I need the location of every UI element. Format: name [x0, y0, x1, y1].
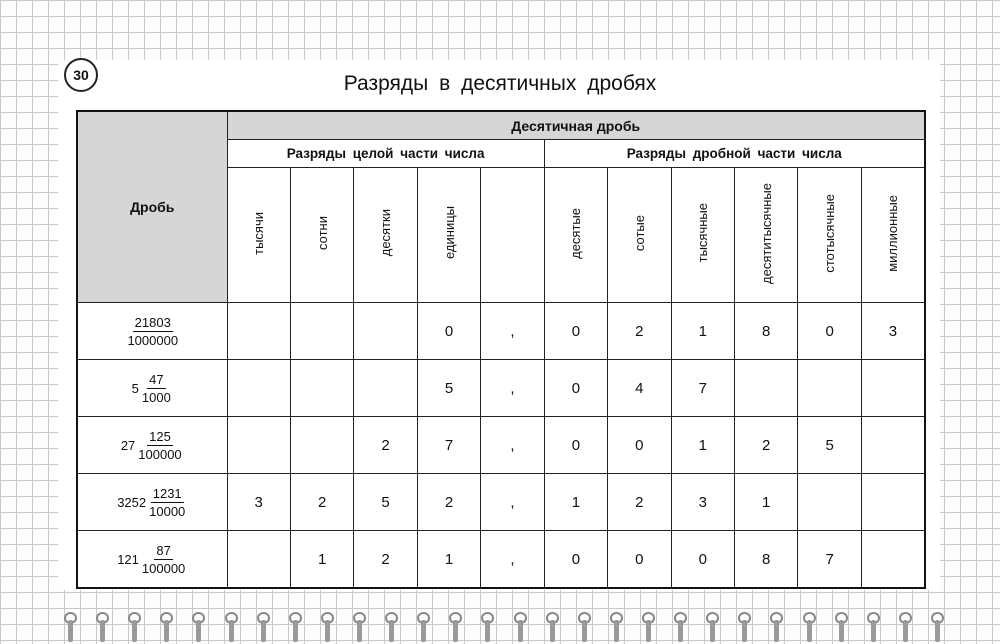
digit-cell: 1 [544, 474, 607, 531]
place-label: десятитысячные [758, 182, 774, 284]
numerator: 125 [149, 428, 171, 444]
place-header-integer-4 [481, 168, 544, 303]
place-label: единицы [441, 206, 457, 260]
fraction-column-header: Дробь [77, 111, 227, 303]
digit-cell: 5 [798, 417, 861, 474]
numerator: 1231 [152, 485, 182, 501]
place-header-fraction-0 [544, 168, 607, 303]
digit-cell: 3 [227, 474, 290, 531]
digit-cell [798, 474, 861, 531]
table-row [77, 531, 925, 589]
binding-ring [449, 612, 462, 642]
place-label: тысячные [695, 203, 711, 263]
digit-cell: 7 [798, 531, 861, 589]
binding-ring [610, 612, 623, 642]
digit-cell [861, 417, 925, 474]
whole-part: 5 [131, 380, 139, 396]
digit-cell: 3 [671, 474, 734, 531]
place-label: стотысячные [822, 193, 838, 273]
digit-cell: 5 [417, 360, 480, 417]
numerator: 87 [156, 542, 171, 558]
digit-cell: 2 [735, 417, 798, 474]
digit-cell [290, 360, 353, 417]
digit-cell: 1 [671, 303, 734, 360]
digit-cell [354, 303, 417, 360]
digit-cell [861, 360, 925, 417]
binding-ring [96, 612, 109, 642]
place-header-integer-2 [354, 168, 417, 303]
binding-ring [835, 612, 848, 642]
table-row [77, 474, 925, 531]
place-label: сотни [314, 216, 330, 250]
mixed-fraction [117, 543, 187, 576]
mixed-fraction [132, 372, 173, 405]
digit-cell: 1 [671, 417, 734, 474]
digit-cell: 2 [608, 474, 671, 531]
place-label: миллионные [885, 194, 901, 272]
integer-places-header: Разряды целой части числа [227, 140, 544, 168]
digit-cell [290, 417, 353, 474]
digit-cell: , [481, 360, 544, 417]
digit-cell: , [481, 531, 544, 589]
place-label: тысячи [251, 211, 267, 255]
digit-cell: 2 [354, 531, 417, 589]
page-number: 30 [64, 58, 98, 92]
digit-cell: 2 [417, 474, 480, 531]
digit-cell [354, 360, 417, 417]
fraction-places-header: Разряды дробной части числа [544, 140, 925, 168]
digit-cell: 0 [417, 303, 480, 360]
digit-cell: 0 [608, 417, 671, 474]
binding-ring [931, 612, 944, 642]
digit-cell: 5 [354, 474, 417, 531]
table-body [77, 303, 925, 589]
whole-part: 121 [117, 551, 139, 567]
place-header-integer-3 [417, 168, 480, 303]
binding-ring [546, 612, 559, 642]
place-header-fraction-1 [608, 168, 671, 303]
binding-ring [192, 612, 205, 642]
numerator: 21803 [134, 314, 171, 330]
binding-ring [738, 612, 751, 642]
mixed-fraction [124, 315, 180, 348]
digit-cell [290, 303, 353, 360]
digit-cell: 3 [861, 303, 925, 360]
denominator: 1000 [141, 389, 171, 405]
digit-cell: 0 [608, 531, 671, 589]
binding-ring [160, 612, 173, 642]
decimal-fraction-header: Десятичная дробь [227, 111, 925, 140]
digit-cell [227, 531, 290, 589]
binding-ring [225, 612, 238, 642]
binding-ring [353, 612, 366, 642]
digit-cell: 0 [544, 360, 607, 417]
binding-ring [899, 612, 912, 642]
denominator: 100000 [138, 446, 182, 462]
decimal-places-table [76, 110, 926, 589]
digit-cell: 2 [608, 303, 671, 360]
binding-ring [289, 612, 302, 642]
mixed-fraction [117, 486, 187, 519]
fraction [147, 486, 187, 519]
digit-cell: 2 [290, 474, 353, 531]
table-row [77, 360, 925, 417]
place-header-fraction-2 [671, 168, 734, 303]
digit-cell: 8 [735, 303, 798, 360]
fraction-cell [77, 417, 227, 474]
whole-part: 27 [120, 437, 136, 453]
fraction-cell [77, 531, 227, 589]
binding-ring [770, 612, 783, 642]
denominator: 100000 [141, 560, 186, 576]
fraction [140, 543, 187, 576]
fraction-cell [77, 360, 227, 417]
digit-cell [227, 303, 290, 360]
binding-ring [578, 612, 591, 642]
digit-cell: 0 [798, 303, 861, 360]
fraction [140, 372, 173, 405]
binding-ring [642, 612, 655, 642]
binding-ring [706, 612, 719, 642]
place-label: сотые [631, 214, 647, 252]
digit-cell: 0 [671, 531, 734, 589]
digit-cell: , [481, 303, 544, 360]
denominator: 10000 [149, 503, 186, 519]
binding-ring [481, 612, 494, 642]
binding-ring [674, 612, 687, 642]
denominator: 1000000 [127, 332, 179, 348]
digit-cell [861, 474, 925, 531]
binding-ring [128, 612, 141, 642]
mixed-fraction [121, 429, 184, 462]
digit-cell [227, 417, 290, 474]
page-title: Разряды в десятичных дробях [343, 72, 657, 95]
digit-cell: , [481, 417, 544, 474]
digit-cell: 0 [544, 417, 607, 474]
digit-cell [861, 531, 925, 589]
place-header-fraction-4 [798, 168, 861, 303]
table-row [77, 303, 925, 360]
digit-cell: 2 [354, 417, 417, 474]
digit-cell: 0 [544, 531, 607, 589]
digit-cell: 1 [417, 531, 480, 589]
digit-cell: 7 [671, 360, 734, 417]
digit-cell: 0 [544, 303, 607, 360]
digit-cell: 7 [417, 417, 480, 474]
binding-ring [64, 612, 77, 642]
binding-ring [867, 612, 880, 642]
binding-ring [257, 612, 270, 642]
digit-cell [735, 360, 798, 417]
place-label: десятки [378, 209, 394, 257]
fraction [136, 429, 183, 462]
place-label: десятые [568, 207, 584, 259]
place-header-fraction-3 [735, 168, 798, 303]
binding-ring [321, 612, 334, 642]
table-row [77, 417, 925, 474]
digit-cell [798, 360, 861, 417]
fraction [125, 315, 180, 348]
digit-cell [227, 360, 290, 417]
binding-ring [417, 612, 430, 642]
numerator: 47 [149, 371, 164, 387]
digit-cell: 1 [735, 474, 798, 531]
binding-ring [803, 612, 816, 642]
whole-part: 3252 [117, 494, 147, 510]
digit-cell: 1 [290, 531, 353, 589]
fraction-cell [77, 474, 227, 531]
digit-cell: , [481, 474, 544, 531]
fraction-cell [77, 303, 227, 360]
place-header-fraction-5 [861, 168, 925, 303]
spiral-binding [64, 612, 944, 644]
digit-cell: 8 [735, 531, 798, 589]
binding-ring [385, 612, 398, 642]
digit-cell: 4 [608, 360, 671, 417]
binding-ring [514, 612, 527, 642]
place-header-integer-0 [227, 168, 290, 303]
place-header-integer-1 [290, 168, 353, 303]
